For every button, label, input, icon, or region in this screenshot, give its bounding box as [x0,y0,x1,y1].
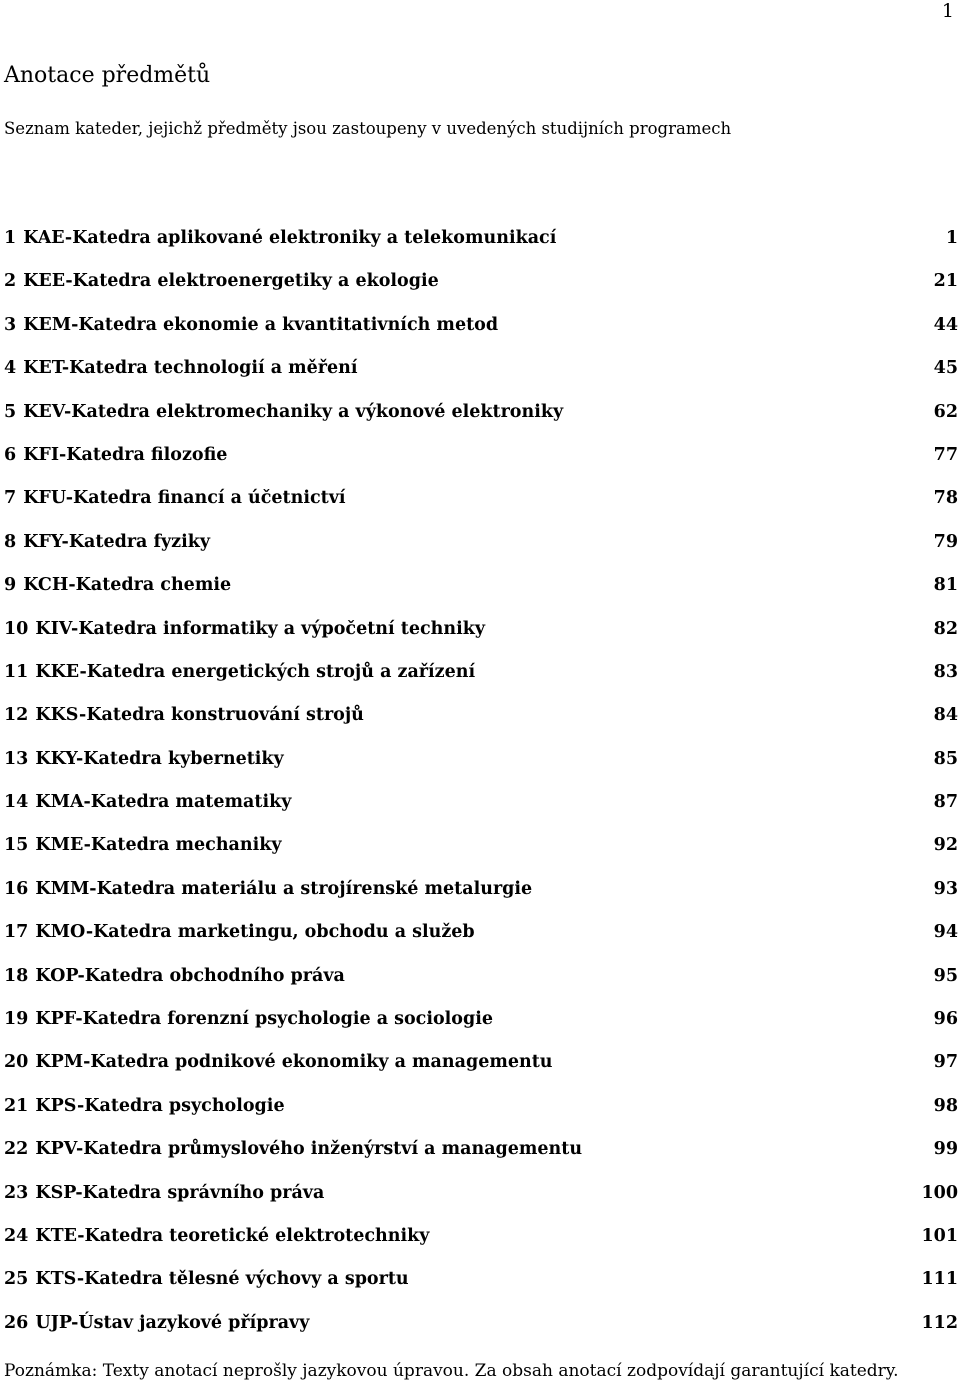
toc-entry[interactable] [4,790,958,833]
toc-entry-number: 24 [4,1225,29,1246]
toc-entry-number: 5 [4,401,17,422]
toc-entry-page: 112 [921,1312,958,1333]
toc-entry-number: 10 [4,618,29,639]
toc-entry-label: KPF-Katedra forenzní psychologie a sociologie [35,1009,493,1030]
toc-entry-label: KKS-Katedra konstruování strojů [35,705,364,726]
toc-entry-page: 98 [933,1095,958,1116]
toc-entry-heading [4,660,475,684]
toc-entry[interactable] [4,660,958,703]
toc-entry-heading [4,269,439,293]
toc-entry-label: KEE-Katedra elektroenergetiky a ekologie [23,271,439,292]
toc-entry-page: 92 [933,835,958,856]
toc-entry-label: KPV-Katedra průmyslového inženýrství a managementu [35,1139,583,1160]
toc-entry-heading [4,356,358,380]
toc-entry-heading [4,226,556,250]
toc-entry-number: 4 [4,358,17,379]
toc-entry-heading [4,1094,285,1118]
toc-entry-page: 45 [933,358,958,379]
toc-entry[interactable] [4,1137,958,1180]
toc-entry-label: KAE-Katedra aplikované elektroniky a telekomunikací [23,228,557,248]
toc-entry-label: KOP-Katedra obchodního práva [35,965,345,986]
toc-entry-page: 87 [933,792,958,813]
toc-entry-label: KFI-Katedra filozofie [23,444,228,465]
toc-entry-page: 96 [933,1009,958,1030]
toc-entry-number: 13 [4,748,29,769]
toc-entry-page: 97 [933,1052,958,1073]
toc-entry[interactable] [4,443,958,486]
toc-entry-label: KKE-Katedra energetických strojů a zařízení [35,661,476,682]
toc-entry-heading [4,703,364,727]
toc-entry-page: 82 [933,618,958,639]
toc-entry-page: 95 [933,965,958,986]
toc-entry-number: 16 [4,878,29,899]
toc-entry[interactable] [4,1094,958,1137]
toc-entry-page: 79 [933,531,958,552]
toc-entry-number: 19 [4,1009,29,1030]
toc-entry-number: 9 [4,575,17,596]
toc-entry-heading [4,530,210,554]
toc-entry-heading [4,790,291,814]
toc-entry-page: 85 [933,748,958,769]
toc-entry[interactable] [4,530,958,573]
toc-entry[interactable] [4,1311,958,1354]
toc-entry-page: 62 [933,401,958,422]
toc-entry-number: 23 [4,1182,29,1203]
footnote: Poznámka: Texty anotací neprošly jazykovou úpravou. Za obsah anotací zodpovídají garantující katedry. [4,1361,899,1381]
toc-entry-number: 1 [4,228,17,248]
toc-entry[interactable] [4,486,958,529]
toc-entry-heading [4,617,485,641]
toc-entry[interactable] [4,1224,958,1267]
toc-entry-number: 8 [4,531,17,552]
toc-entry[interactable] [4,226,958,269]
toc-entry[interactable] [4,400,958,443]
toc-entry-label: UJP-Ústav jazykové přípravy [35,1312,310,1333]
toc-entry-label: KMA-Katedra matematiky [35,792,292,813]
toc-entry-label: KME-Katedra mechaniky [35,835,282,856]
toc-entry-number: 3 [4,314,17,335]
toc-entry[interactable] [4,617,958,660]
toc-entry-heading [4,1007,493,1031]
toc-entry[interactable] [4,269,958,312]
toc-entry[interactable] [4,877,958,920]
toc-entry-label: KKY-Katedra kybernetiky [35,748,284,769]
page-title: Anotace předmětů [4,63,211,88]
toc-entry-heading [4,486,346,510]
toc-entry-heading [4,1311,309,1335]
toc-entry[interactable] [4,1050,958,1093]
toc-entry-heading [4,1224,429,1248]
toc-entry-label: KMO-Katedra marketingu, obchodu a služeb [35,922,475,943]
toc-entry-page: 100 [921,1182,958,1203]
toc-entry-label: KPM-Katedra podnikové ekonomiky a managementu [35,1052,553,1073]
toc-entry-label: KCH-Katedra chemie [23,575,232,596]
toc-entry[interactable] [4,747,958,790]
toc-entry-label: KTS-Katedra tělesné výchovy a sportu [35,1269,409,1290]
toc-entry[interactable] [4,313,958,356]
toc-entry[interactable] [4,1267,958,1310]
toc-entry-page: 44 [933,314,958,335]
toc-entry-page: 93 [933,878,958,899]
toc-entry-page: 99 [933,1139,958,1160]
page-subtitle: Seznam kateder, jejichž předměty jsou zastoupeny v uvedených studijních programech [4,119,732,138]
toc-entry-label: KTE-Katedra teoretické elektrotechniky [35,1225,430,1246]
toc-entry-heading [4,877,532,901]
toc-entry-number: 18 [4,965,29,986]
toc-entry[interactable] [4,356,958,399]
toc-entry-number: 20 [4,1052,29,1073]
toc-entry-page: 1 [945,228,958,248]
toc-entry-heading [4,833,282,857]
toc-entry[interactable] [4,703,958,746]
toc-entry-page: 101 [921,1225,958,1246]
toc-entry-label: KEM-Katedra ekonomie a kvantitativních metod [23,314,499,335]
toc-entry-label: KFU-Katedra financí a účetnictví [23,488,346,509]
toc-entry-page: 21 [933,271,958,292]
toc-entry-heading [4,920,475,944]
toc-entry-number: 14 [4,792,29,813]
toc-entry-number: 26 [4,1312,29,1333]
toc-entry-heading [4,964,345,988]
toc-entry-label: KPS-Katedra psychologie [35,1095,285,1116]
toc-entry-label: KFY-Katedra fyziky [23,531,211,552]
toc-entry-page: 83 [933,661,958,682]
toc-entry-number: 22 [4,1139,29,1160]
toc-entry-number: 12 [4,705,29,726]
toc-entry-number: 25 [4,1269,29,1290]
toc-entry[interactable] [4,1007,958,1050]
toc-entry-label: KMM-Katedra materiálu a strojírenské metalurgie [35,878,533,899]
toc-entry[interactable] [4,964,958,1007]
toc-entry[interactable] [4,833,958,876]
toc-entry-number: 6 [4,444,17,465]
toc-entry-label: KSP-Katedra správního práva [35,1182,325,1203]
toc-entry-heading [4,1181,324,1205]
toc-entry-page: 81 [933,575,958,596]
toc-entry-page: 78 [933,488,958,509]
toc-entry-heading [4,573,231,597]
toc-entry-heading [4,1137,582,1161]
toc-entry-heading [4,1050,553,1074]
toc-entry-number: 15 [4,835,29,856]
toc-entry-page: 111 [921,1269,958,1290]
toc-entry-number: 21 [4,1095,29,1116]
toc-entry-number: 7 [4,488,17,509]
toc-entry-page: 77 [933,444,958,465]
toc-entry-page: 94 [933,922,958,943]
toc-entry[interactable] [4,573,958,616]
toc-entry-heading [4,747,284,771]
table-of-contents [4,226,958,1354]
toc-entry[interactable] [4,920,958,963]
toc-entry-label: KIV-Katedra informatiky a výpočetní techniky [35,618,486,639]
toc-entry-number: 2 [4,271,17,292]
page-number: 1 [941,0,954,22]
toc-entry-heading [4,400,563,424]
toc-entry-label: KET-Katedra technologií a měření [23,358,358,379]
toc-entry-heading [4,1267,409,1291]
toc-entry-number: 11 [4,661,29,682]
toc-entry-number: 17 [4,922,29,943]
toc-entry[interactable] [4,1181,958,1224]
toc-entry-label: KEV-Katedra elektromechaniky a výkonové elektroniky [23,401,564,422]
toc-entry-page: 84 [933,705,958,726]
toc-entry-heading [4,313,498,337]
toc-entry-heading [4,443,227,467]
